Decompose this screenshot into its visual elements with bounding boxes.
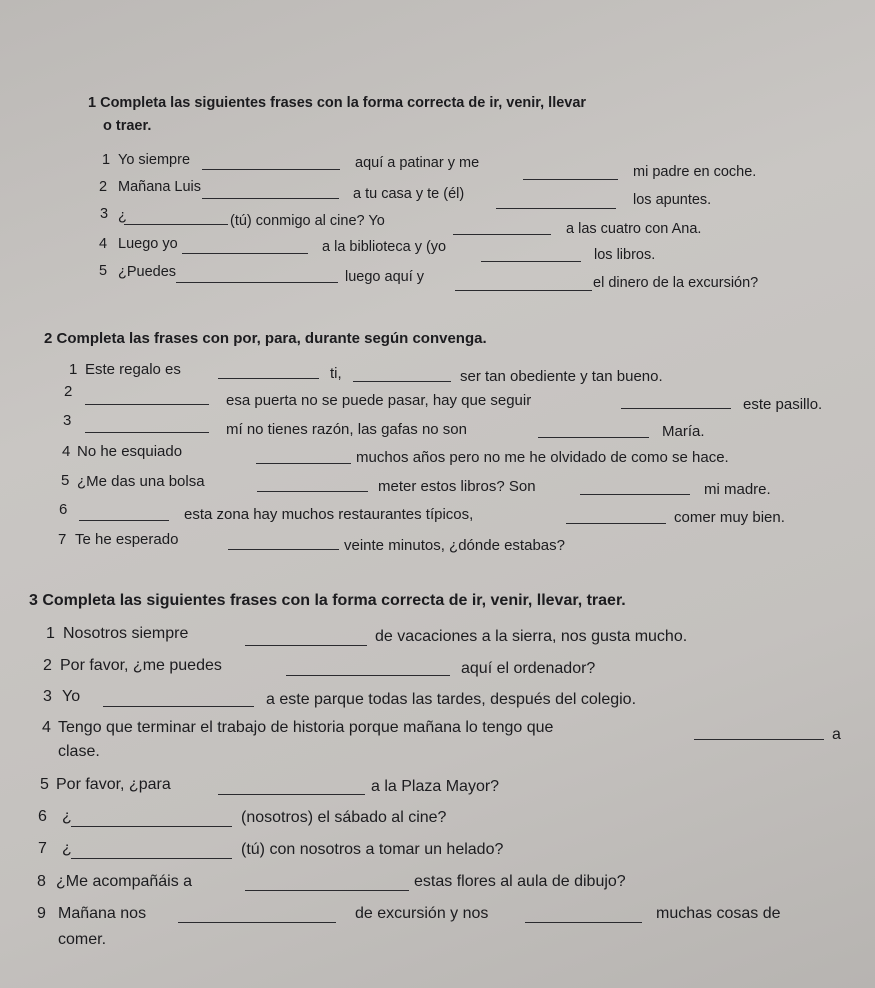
section-1-heading-cont: o traer. [103, 118, 152, 134]
s2-item-2-blank-2[interactable] [621, 408, 731, 409]
s2-item-6-text-c: comer muy bien. [674, 509, 785, 526]
s1-item-5-number: 5 [99, 263, 108, 279]
s3-item-9-text-b: de excursión y nos [355, 905, 489, 922]
s1-item-5-text-a: ¿Puedes [118, 264, 177, 280]
s1-item-3-text-a: ¿ [118, 208, 127, 224]
s1-item-4-text-a: Luego yo [118, 236, 178, 252]
s1-item-1-text-c: mi padre en coche. [633, 164, 757, 180]
s3-item-3-text-a: Yo [62, 688, 81, 705]
s2-item-1-blank-2[interactable] [353, 381, 451, 382]
s3-item-1-text-b: de vacaciones a la sierra, nos gusta mucho. [375, 628, 688, 645]
s1-item-2-text-b: a tu casa y te (él) [353, 186, 465, 202]
s1-item-1-blank-1[interactable] [202, 169, 340, 170]
s3-item-6-text-a: ¿ [62, 808, 72, 825]
s1-item-3-text-b: (tú) conmigo al cine? Yo [230, 213, 385, 229]
section-2-heading: 2 Completa las frases con por, para, durante según convenga. [44, 330, 487, 347]
s2-item-6-blank-1[interactable] [79, 520, 169, 521]
s3-item-2-text-a: Por favor, ¿me puedes [60, 657, 222, 674]
s2-item-3-number: 3 [63, 412, 72, 429]
s1-item-1-number: 1 [102, 152, 111, 168]
s3-item-3-text-b: a este parque todas las tardes, después del colegio. [266, 691, 637, 708]
s1-item-2-blank-2[interactable] [496, 208, 616, 209]
s2-item-5-blank-1[interactable] [257, 491, 368, 492]
s3-item-6-blank-1[interactable] [71, 826, 232, 827]
s3-item-5-number: 5 [40, 776, 49, 793]
s1-item-4-text-b: a la biblioteca y (yo [322, 239, 447, 255]
s2-item-6-blank-2[interactable] [566, 523, 666, 524]
s3-item-4-text-a: Tengo que terminar el trabajo de historia porque mañana lo tengo que [58, 719, 554, 736]
s3-item-9-text-a: Mañana nos [58, 905, 147, 922]
section-3-heading: 3 Completa las siguientes frases con la forma correcta de ir, venir, llevar, traer. [29, 592, 626, 609]
s2-item-3-text-b: mí no tienes razón, las gafas no son [226, 421, 467, 438]
section-1-heading: 1 Completa las siguientes frases con la forma correcta de ir, venir, llevar [88, 95, 587, 111]
s3-item-2-number: 2 [43, 657, 52, 674]
s2-item-2-blank-1[interactable] [85, 404, 209, 405]
s2-item-6-text-b: esta zona hay muchos restaurantes típicos, [184, 506, 474, 523]
s1-item-4-number: 4 [99, 236, 108, 252]
s1-item-4-blank-1[interactable] [182, 253, 308, 254]
s3-item-2-blank-1[interactable] [286, 675, 450, 676]
s3-item-7-text-a: ¿ [62, 840, 72, 857]
s1-item-3-blank-1[interactable] [124, 224, 228, 225]
s2-item-4-text-b: muchos años pero no me he olvidado de como se hace. [356, 449, 729, 466]
s2-item-5-blank-2[interactable] [580, 494, 690, 495]
s3-item-9-blank-2[interactable] [525, 922, 642, 923]
s3-item-4-text-b: a [832, 726, 841, 743]
s3-item-1-number: 1 [46, 625, 55, 642]
s3-item-4-continuation: clase. [58, 743, 100, 760]
s1-item-5-blank-2[interactable] [455, 290, 592, 291]
s2-item-1-blank-1[interactable] [218, 378, 319, 379]
s3-item-2-text-b: aquí el ordenador? [461, 660, 596, 677]
s3-item-7-blank-1[interactable] [71, 858, 232, 859]
s2-item-2-number: 2 [64, 383, 73, 400]
s1-item-2-number: 2 [99, 179, 108, 195]
s1-item-1-blank-2[interactable] [523, 179, 618, 180]
s3-item-3-blank-1[interactable] [103, 706, 254, 707]
s3-item-4-blank-1[interactable] [694, 739, 824, 740]
s2-item-3-blank-2[interactable] [538, 437, 649, 438]
s2-item-6-number: 6 [59, 501, 68, 518]
s2-item-3-text-c: María. [662, 423, 705, 440]
s3-item-1-blank-1[interactable] [245, 645, 367, 646]
s3-item-9-text-c: muchas cosas de [656, 905, 781, 922]
s2-item-7-blank-1[interactable] [228, 549, 339, 550]
s3-item-8-text-a: ¿Me acompañáis a [56, 873, 193, 890]
s1-item-4-blank-2[interactable] [481, 261, 581, 262]
s2-item-5-number: 5 [61, 472, 70, 489]
s1-item-3-text-c: a las cuatro con Ana. [566, 221, 702, 237]
s1-item-2-text-c: los apuntes. [633, 192, 712, 208]
s2-item-3-blank-1[interactable] [85, 432, 209, 433]
s2-item-5-text-a: ¿Me das una bolsa [77, 473, 205, 490]
s3-item-9-blank-1[interactable] [178, 922, 336, 923]
s3-item-6-text-b: (nosotros) el sábado al cine? [241, 809, 447, 826]
s1-item-1-text-a: Yo siempre [118, 152, 191, 168]
s2-item-1-text-c: ser tan obediente y tan bueno. [460, 368, 663, 385]
s2-item-4-number: 4 [62, 443, 71, 460]
s3-item-7-number: 7 [38, 840, 47, 857]
s1-item-5-text-b: luego aquí y [345, 269, 425, 285]
s2-item-7-text-b: veinte minutos, ¿dónde estabas? [344, 537, 565, 554]
s2-item-5-text-b: meter estos libros? Son [378, 478, 536, 495]
s3-item-6-number: 6 [38, 808, 47, 825]
s2-item-5-text-c: mi madre. [704, 481, 771, 498]
s3-item-1-text-a: Nosotros siempre [63, 625, 189, 642]
s1-item-4-text-c: los libros. [594, 247, 656, 263]
s2-item-1-text-a: Este regalo es [85, 361, 181, 378]
s2-item-7-text-a: Te he esperado [75, 531, 179, 548]
s1-item-5-text-c: el dinero de la excursión? [593, 275, 759, 291]
s3-item-8-number: 8 [37, 873, 46, 890]
s3-item-8-text-b: estas flores al aula de dibujo? [414, 873, 626, 890]
s1-item-5-blank-1[interactable] [176, 282, 338, 283]
s2-item-2-text-c: este pasillo. [743, 396, 823, 413]
s3-item-9-number: 9 [37, 905, 46, 922]
s3-item-3-number: 3 [43, 688, 52, 705]
s2-item-2-text-b: esa puerta no se puede pasar, hay que seguir [226, 392, 532, 409]
s3-item-7-text-b: (tú) con nosotros a tomar un helado? [241, 841, 504, 858]
s1-item-3-blank-2[interactable] [453, 234, 551, 235]
s2-item-4-text-a: No he esquiado [77, 443, 183, 460]
s3-item-5-blank-1[interactable] [218, 794, 365, 795]
s3-item-8-blank-1[interactable] [245, 890, 409, 891]
s2-item-1-text-b: ti, [330, 365, 342, 382]
s2-item-1-number: 1 [69, 361, 78, 378]
s2-item-7-number: 7 [58, 531, 67, 548]
s2-item-4-blank-1[interactable] [256, 463, 351, 464]
s3-item-9-continuation: comer. [58, 931, 107, 948]
s1-item-3-number: 3 [100, 206, 109, 222]
s1-item-2-blank-1[interactable] [202, 198, 339, 199]
s1-item-2-text-a: Mañana Luis [118, 179, 202, 195]
s3-item-5-text-b: a la Plaza Mayor? [371, 778, 500, 795]
s3-item-5-text-a: Por favor, ¿para [56, 776, 171, 793]
s1-item-1-text-b: aquí a patinar y me [355, 155, 480, 171]
s3-item-4-number: 4 [42, 719, 51, 736]
